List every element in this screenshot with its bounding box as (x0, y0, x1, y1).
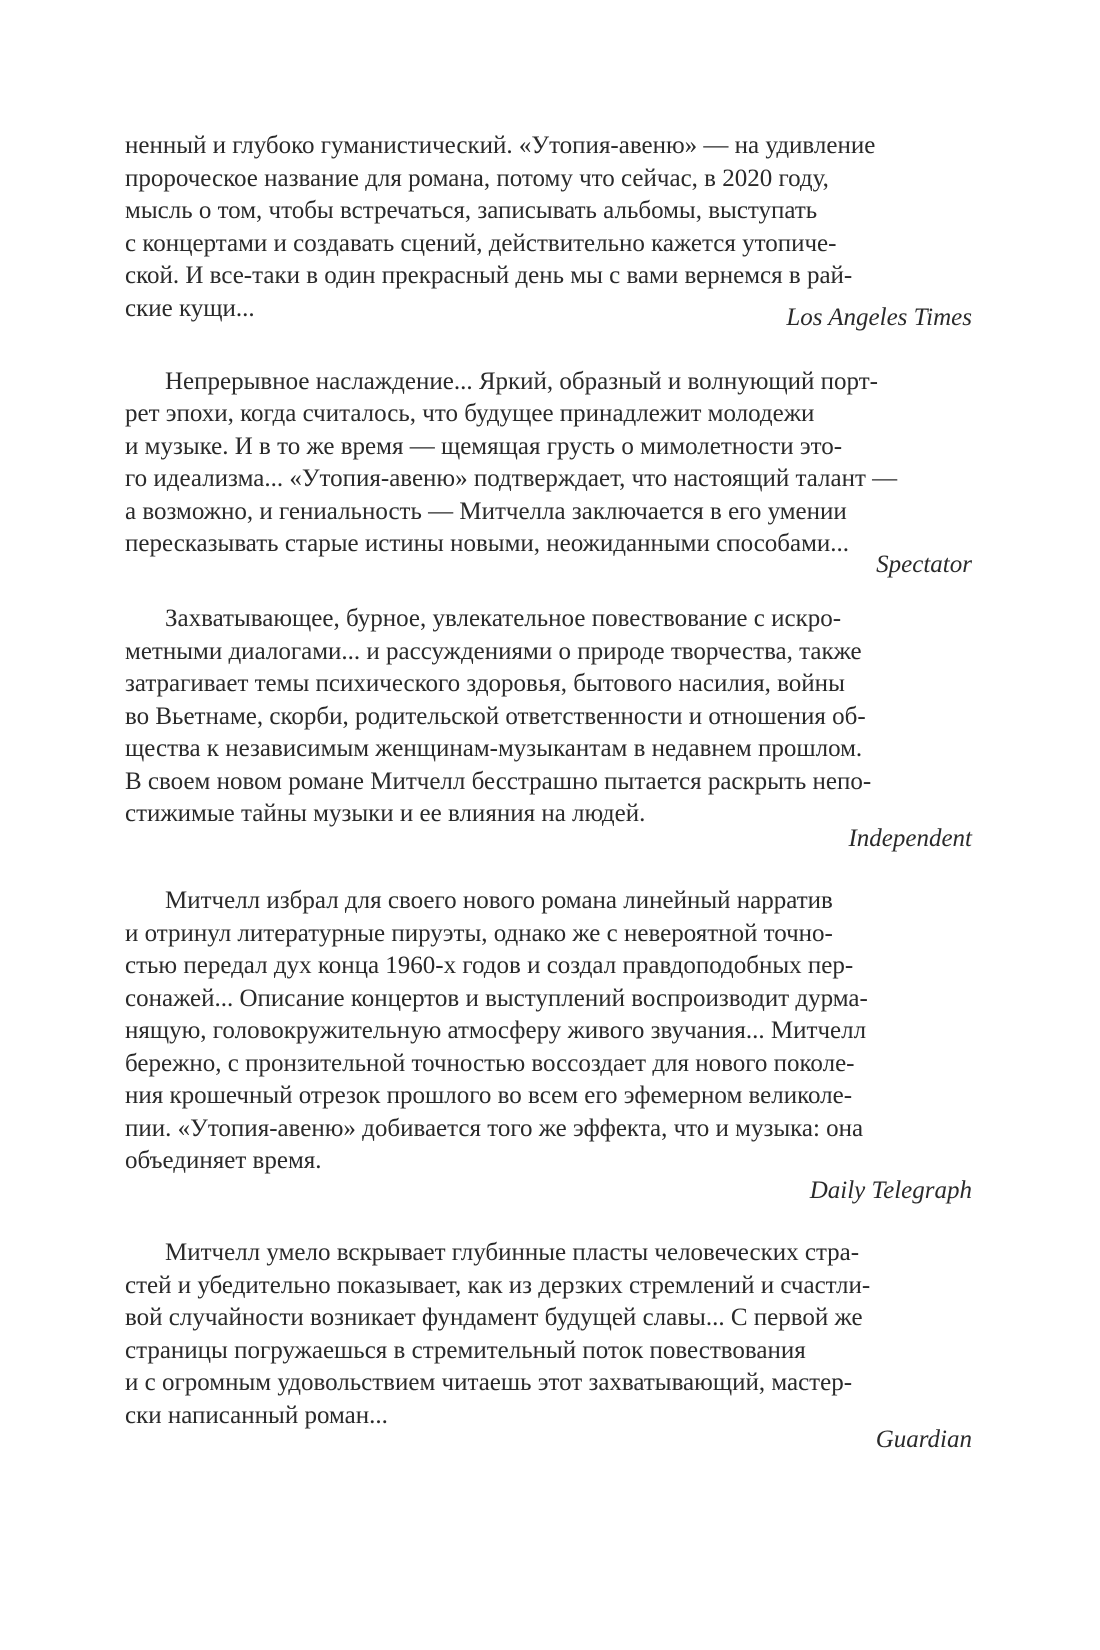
quote-text (125, 885, 972, 1178)
quote-source: Daily Telegraph (809, 1176, 972, 1204)
text-line: а возможно, и гениальность — Митчелла заключается в его умении (125, 497, 847, 525)
text-line: стижимые тайны музыки и ее влияния на людей. (125, 800, 646, 827)
text-line: во Вьетнаме, скорби, родительской ответственности и отношения об- (125, 702, 866, 730)
quote-text (125, 130, 972, 325)
text-line: стей и убедительно показывает, как из дерзких стремлений и счастли- (125, 1271, 871, 1299)
text-line: нящую, головокружительную атмосферу живого звучания... Митчелл (125, 1017, 867, 1044)
text-line: пересказывать старые истины новыми, неожиданными способами... (125, 530, 850, 557)
review-quote (125, 1237, 972, 1457)
quote-source: Spectator (876, 550, 972, 578)
text-line: Непрерывное наслаждение... Яркий, образный и волнующий порт- (165, 367, 878, 395)
text-line: пии. «Утопия-авеню» добивается того же эффекта, что и музыка: она (125, 1114, 864, 1142)
text-line: Митчелл умело вскрывает глубинные пласты человеческих стра- (165, 1239, 860, 1266)
text-line: Митчелл избрал для своего нового романа линейный нарратив (165, 887, 833, 914)
quote-source: Independent (848, 824, 972, 852)
text-line: с концертами и создавать сцений, действительно кажется утопиче- (125, 229, 837, 257)
text-line: страницы погружаешься в стремительный поток повествования (125, 1336, 806, 1364)
review-quote (125, 885, 972, 1207)
text-line: ские кущи... (125, 294, 255, 322)
text-line: затрагивает темы психического здоровья, бытового насилия, войны (125, 670, 845, 697)
text-line: метными диалогами... и рассуждениями о природе творчества, также (125, 637, 862, 665)
text-line: и с огромным удовольствием читаешь этот захватывающий, мастер- (125, 1369, 853, 1396)
document-page (125, 130, 972, 1457)
quote-text (125, 1237, 972, 1432)
review-quote (125, 130, 972, 335)
text-line: мысль о том, чтобы встречаться, записывать альбомы, выступать (125, 197, 818, 224)
text-line: пророческое название для романа, потому что сейчас, в 2020 году, (125, 164, 829, 192)
text-line: вой случайности возникает фундамент будущей славы... С первой же (125, 1304, 863, 1331)
text-line: и отринул литературные пируэты, однако же с невероятной точно- (125, 919, 833, 947)
review-quote (125, 366, 972, 582)
text-line: В своем новом романе Митчелл бесстрашно пытается раскрыть непо- (125, 767, 872, 795)
text-line: и музыке. И в то же время — щемящая грусть о мимолетности это- (125, 432, 843, 460)
text-line: ской. И все-таки в один прекрасный день мы с вами вернемся в рай- (125, 262, 853, 289)
quote-source: Los Angeles Times (786, 304, 972, 331)
text-line: стью передал дух конца 1960-х годов и создал правдоподобных пер- (125, 952, 854, 979)
text-line: Захватывающее, бурное, увлекательное повествование с искро- (165, 605, 842, 632)
review-quote (125, 603, 972, 855)
text-line: ски написанный роман... (125, 1401, 388, 1429)
text-line: ненный и глубоко гуманистический. «Утопия-авеню» — на удивление (125, 132, 876, 159)
text-line: щества к независимым женщинам-музыкантам в недавнем прошлом. (125, 735, 863, 762)
quote-source: Guardian (875, 1426, 972, 1453)
text-line: сонажей... Описание концертов и выступлений воспроизводит дурма- (125, 984, 868, 1012)
quote-text (125, 366, 972, 561)
text-line: объединяет время. (125, 1147, 322, 1174)
text-line: го идеализма... «Утопия-авеню» подтверждает, что настоящий талант — (125, 465, 898, 492)
text-line: ния крошечный отрезок прошлого во всем его эфемерном великоле- (125, 1082, 853, 1109)
text-line: рет эпохи, когда считалось, что будущее принадлежит молодежи (125, 400, 815, 427)
quote-text (125, 603, 972, 831)
text-line: бережно, с пронзительной точностью воссоздает для нового поколе- (125, 1049, 855, 1077)
